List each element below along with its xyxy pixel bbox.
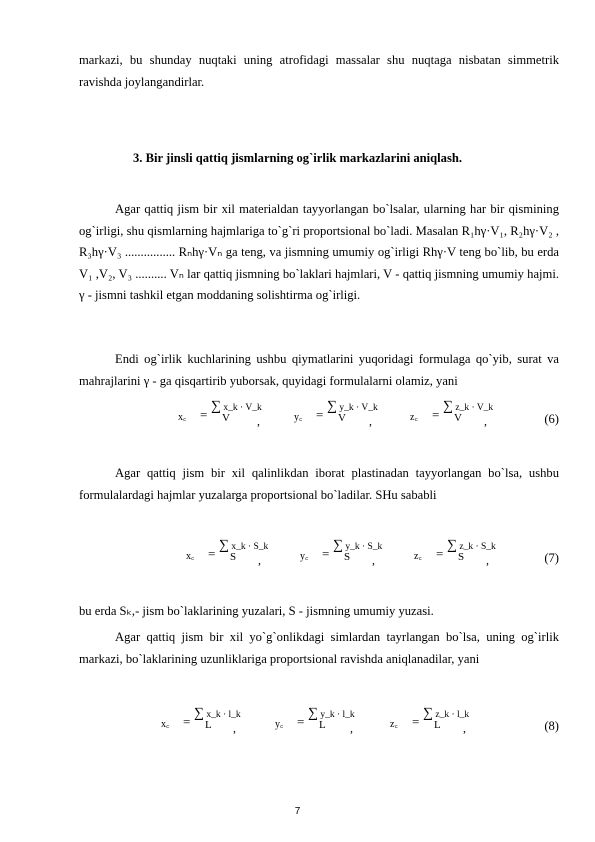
formula-lhs: y꜀	[275, 719, 284, 730]
sigma-symbol: ∑	[447, 538, 457, 553]
formula-denominator: V	[454, 412, 462, 424]
paragraph-intro: markazi, bu shunday nuqtaki uning atrofidagi massalar shu nuqtaga nisbatan simmetrik ravishda joylangandirlar.	[79, 53, 559, 89]
sigma-symbol: ∑	[211, 399, 221, 414]
formula-numerator	[447, 538, 496, 554]
formula-numerator	[423, 706, 469, 722]
equals-sign: =	[297, 714, 305, 729]
formula-lhs: z꜀	[414, 551, 422, 562]
sigma-symbol: ∑	[443, 399, 453, 414]
equals-sign: =	[316, 407, 324, 422]
numerator-text: x_k · S_k	[231, 542, 269, 552]
formula-numerator	[194, 706, 241, 722]
comma: ,	[257, 414, 260, 428]
equation-number: (8)	[544, 719, 559, 733]
sigma-symbol: ∑	[327, 399, 337, 414]
sigma-symbol: ∑	[333, 538, 343, 553]
numerator-text: y_k · V_k	[339, 403, 378, 413]
comma: ,	[372, 553, 375, 567]
equals-sign: =	[412, 714, 420, 729]
formula-numerator	[308, 706, 355, 722]
formula-denominator: L	[434, 719, 441, 731]
numerator-text: x_k · l_k	[206, 710, 241, 720]
equation-number: (6)	[544, 412, 559, 426]
paragraph-homogeneous-body: Agar qattiq jism bir xil materialdan tayyorlangan bo`lsalar, ularning har bir qismining og`irligi, shu qismlarning hajmlariga to`g`ri proportsional bo`ladi. Masalan R₁hγ·V₁, R₂hγ·V₂ , R₃hγ·V₃ ................ Rₙhγ·Vₙ ga teng, va jismning umumiy og`irligi Rhγ·V teng bo`lib, bu erda V₁ ,V₂, V₃ .......... Vₙ lar qattiq jismning bo`laklari hajmlari, V - qattiq jismning umumiy hajmi. γ - jismni tashkil etgan moddaning solishtirma og`irligi.	[79, 202, 559, 302]
formula-lhs: z꜀	[390, 719, 398, 730]
equals-sign: =	[183, 714, 191, 729]
comma: ,	[258, 553, 261, 567]
formula-6	[0, 399, 595, 439]
formula-7	[0, 538, 595, 578]
page-number: 7	[294, 806, 301, 817]
comma: ,	[463, 721, 466, 735]
formula-8	[0, 706, 595, 746]
equals-sign: =	[208, 546, 216, 561]
formula-denominator: S	[344, 551, 351, 563]
formula-lhs: x꜀	[178, 412, 187, 423]
formula-lhs: y꜀	[294, 412, 303, 423]
formula-denominator: S	[230, 551, 237, 563]
formula-numerator	[211, 399, 262, 415]
equals-sign: =	[432, 407, 440, 422]
formula-numerator	[219, 538, 268, 554]
numerator-text: y_k · S_k	[345, 542, 383, 552]
formula-denominator: L	[319, 719, 326, 731]
comma: ,	[484, 414, 487, 428]
formula-numerator	[327, 399, 378, 415]
sigma-symbol: ∑	[308, 706, 318, 721]
comma: ,	[369, 414, 372, 428]
equals-sign: =	[436, 546, 444, 561]
equals-sign: =	[322, 546, 330, 561]
formula-denominator: V	[222, 412, 230, 424]
formula-lhs: z꜀	[410, 412, 418, 423]
formula-numerator	[443, 399, 493, 415]
paragraph-area-note: bu erda Sₖ,- jism bo`laklarining yuzalari, S - jismning umumiy yuzasi.	[79, 604, 434, 618]
formula-denominator: L	[205, 719, 212, 731]
formula-lhs: x꜀	[161, 719, 170, 730]
formula-lhs: y꜀	[300, 551, 309, 562]
comma: ,	[350, 721, 353, 735]
numerator-text: y_k · l_k	[320, 710, 355, 720]
paragraph-plate: Agar qattiq jism bir xil qalinlikdan iborat plastinadan tayyorlangan bo`lsa, ushbu formulalardagi hajmlar yuzalarga proportsional bo`ladilar. SHu sababli	[79, 466, 559, 502]
numerator-text: z_k · V_k	[455, 403, 494, 413]
numerator-text: z_k · l_k	[435, 710, 470, 720]
comma: ,	[233, 721, 236, 735]
sigma-symbol: ∑	[219, 538, 229, 553]
section-heading: 3. Bir jinsli qattiq jismlarning og`irlik markazlarini aniqlash.	[133, 151, 462, 165]
formula-denominator: S	[458, 551, 465, 563]
numerator-text: z_k · S_k	[459, 542, 496, 552]
formula-lhs: x꜀	[186, 551, 195, 562]
formula-numerator	[333, 538, 382, 554]
comma: ,	[486, 553, 489, 567]
sigma-symbol: ∑	[194, 706, 204, 721]
paragraph-wire: Agar qattiq jism bir xil yo`g`onlikdagi simlardan tayrlangan bo`lsa, uning og`irlik markazi, bo`laklarining uzunliklariga proportsional ravishda aniqlanadilar, yani	[79, 630, 559, 666]
equals-sign: =	[200, 407, 208, 422]
sigma-symbol: ∑	[423, 706, 433, 721]
equation-number: (7)	[544, 551, 559, 565]
numerator-text: x_k · V_k	[223, 403, 262, 413]
paragraph-substitution: Endi og`irlik kuchlarining ushbu qiymatlarini yuqoridagi formulaga qo`yib, surat va mahrajlarini γ - ga qisqartirib yuborsak, quyidagi formulalarni olamiz, yani	[79, 352, 559, 388]
formula-denominator: V	[338, 412, 346, 424]
